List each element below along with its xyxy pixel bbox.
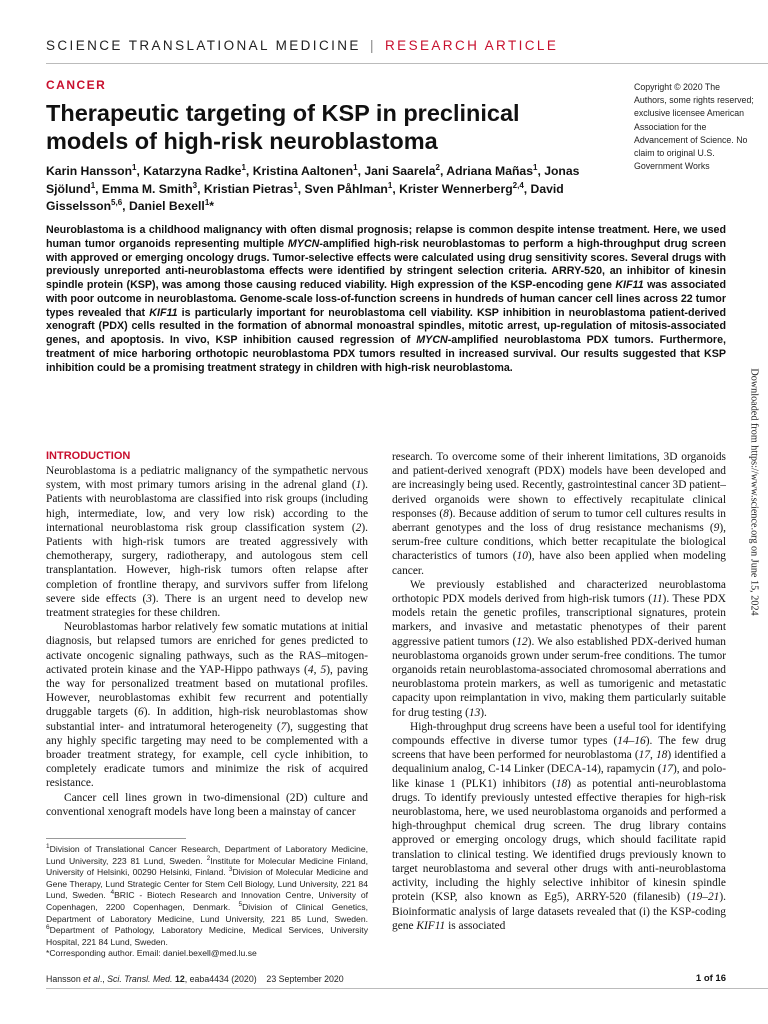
page-number: 1 of 16 <box>695 973 726 984</box>
article-type: RESEARCH ARTICLE <box>385 38 559 53</box>
paper-title: Therapeutic targeting of KSP in preclinical models of high-risk neuroblastoma <box>46 100 520 154</box>
footnote-divider <box>46 838 186 839</box>
body-column-right <box>392 450 726 933</box>
header-separator: | <box>369 38 376 53</box>
journal-name: SCIENCE TRANSLATIONAL MEDICINE <box>46 38 361 53</box>
author-affiliations: $^1$Division of Translational Cancer Research, Department of Laboratory Medicine, Lund University, 223 81 Lund, Sweden. $^2$Institute for Molecular Medicine Finland, University of Helsinki, 00290 Helsinki, Finland. $^3$Division of Molecular Medicine and Gene Therapy, Lund Strategic Center for Stem Cell Biology, Lund University, 221 84 Lund, Sweden. $^4$BRIC - Biotech Research and Innovation Centre, University of Copenhagen, 2200 Copenhagen, Denmark. $^5$Division of Clinical Genetics, Department of Laboratory Medicine, Lund University, 221 85 Lund, Sweden. $^6$Department of Pathology, Laboratory Medicine, Medical Services, University Hospital, 221 84 Lund, Sweden. *Corresponding author. Email: daniel.bexell@med.lu.se <box>46 843 369 959</box>
body-column-left <box>46 464 368 819</box>
body-paragraph: We previously established and characterized neuroblastoma orthotopic PDX models derived from high-risk tumors (11). These PDX models retain the genetic profiles, transcriptional signatures, protein markers, and invasive and metastatic phenotypes of their parent aggressive patient tumors (12). We also established PDX-derived human neuroblastoma organoids grown under serum-free conditions. The tumor organoids retain neuroblastoma-associated chromosomal aberrations and neuroblastoma protein markers, as well as tumorigenic and metastatic capacity upon reimplantation in vivo, making them particularly suitable for drug testing (13). <box>392 578 726 719</box>
section-heading-introduction: INTRODUCTION <box>46 450 131 462</box>
body-paragraph: Neuroblastoma is a pediatric malignancy of the sympathetic nervous system, with most primary tumors arising in the adrenal gland (1). Patients with neuroblastoma are classified into risk groups (including high, intermediate, low, and very low risk) according to the international neuroblastoma risk group classification system (2). Patients with high-risk tumors are treated aggressively with chemotherapy, surgery, radiotherapy, and autologous stem cell transplantation. However, high-risk tumors often relapse after completion of frontline therapy, and survivors suffer from lifelong severe side effects (3). There is an urgent need to develop new treatment strategies for these children. <box>46 465 368 620</box>
download-text: Downloaded from https://www.science.org on June 15, 2024 <box>748 368 760 616</box>
author-list: Karin Hansson$^1$, Katarzyna Radke$^1$, Kristina Aaltonen$^1$, Jani Saarela$^2$, Adriana Mañas$^1$, Jonas Sjölund$^1$, Emma M. Smith$^3$, Kristian Pietras$^1$, Sven Påhlman$^1$, Krister Wennerberg$^{2,4}$, David Gisselsson$^{5,6}$, Daniel Bexell$^1$* <box>46 162 580 213</box>
copyright-notice: Copyright © 2020 The Authors, some rights reserved; exclusive licensee American Association for the Advancement of Science. No claim to original U.S. Government Works <box>634 82 754 172</box>
body-paragraph: Neuroblastomas harbor relatively few somatic mutations at initial diagnosis, but relapsed tumors are enriched for genes predicted to activate oncogenic signaling pathways, such as the RAS–mitogen-activated protein kinase and the YAP-Hippo pathways (4, 5), paving the way for personalized treatment based on mutational profiles. However, neuroblastomas exhibit few recurrent and potentially druggable targets (6). In addition, high-risk neuroblastomas show substantial inter- and intratumoral heterogeneity (7), suggesting that any highly specific targeting may need to be complemented with a broader treatment strategy, for example, cell cycle inhibition, to completely eradicate tumors and minimize the risk of acquired resistance. <box>46 621 368 790</box>
body-paragraph: research. To overcome some of their inherent limitations, 3D organoids and patient-derived xenograft (PDX) models have been developed and are increasingly being used. Recently, gastrointestinal cancer 3D patient–derived organoids were shown to effectively recapitulate clinical responses (8). Because addition of serum to tumor cell cultures results in aberrant genotypes and the loss of drug resistance mechanisms (9), serum-free culture conditions, which better recapitulate the biological characteristics of tumors (10), have also been applied when modeling cancer. <box>392 451 727 577</box>
body-paragraph: High-throughput drug screens have been a useful tool for identifying compounds effective in diverse tumor types (14–16). The few drug screens that have been performed for neuroblastoma (17, 18) identified a dequalinium analog, C-14 Linker (DECA-14), rapamycin (17), and polo-like kinase 1 (PLK1) inhibitors (18) as potential anti-neuroblastoma drugs. To identify previously untested effective therapies for high-risk neuroblastoma, here, we used neuroblastoma organoids and performed a high-throughput chemical drug screen. The drug library contains approved or emerging oncology drugs, which should facilitate rapid translation to clinical testing. We identified drugs previously known to target neuroblastoma and several other drugs with anti-neuroblastoma activity, including the highly selective inhibitor of kinesin spindle protein (KSP, also known as Eg5), ARRY-520 (filanesib) (19–21). Bioinformatic analysis of large datasets revealed that (i) the KSP-coding gene KIF11 is associated <box>392 720 727 932</box>
journal-header <box>46 38 726 53</box>
body-paragraph: Cancer cell lines grown in two-dimensional (2D) culture and conventional xenograft models have long been a mainstay of cancer <box>46 791 368 818</box>
footer-divider <box>46 988 768 989</box>
section-label: CANCER <box>46 78 107 92</box>
header-divider <box>46 63 768 64</box>
footer-citation: Hansson et al., Sci. Transl. Med. 12, eaba4434 (2020) 23 September 2020 <box>46 974 344 984</box>
abstract: Neuroblastoma is a childhood malignancy with often dismal prognosis; relapse is common despite intense treatment. Here, we used human tumor organoids representing multiple MYCN-amplified high-risk neuroblastomas to perform a high-throughput drug screen with approved or emerging oncology drugs. Tumor-selective effects were calculated using drug sensitivity scores. Several drugs with previously unreported anti-neuroblastoma effects were identified by stringent selection criteria. ARRY-520, an inhibitor of kinesin spindle protein (KSP), was among those causing reduced viability. High expression of the KSP-encoding gene KIF11 was associated with poor outcome in neuroblastoma. Genome-scale loss-of-function screens in hundreds of human cancer cell lines across 22 tumor types revealed that KIF11 is particularly important for neuroblastoma cell viability. KSP inhibition in neuroblastoma patient-derived xenograft (PDX) cells resulted in the formation of abnormal monoastral spindles, mitotic arrest, up-regulation of mitosis-associated genes, and apoptosis. In vivo, KSP inhibition caused regression of MYCN-amplified neuroblastoma PDX tumors. Furthermore, treatment of mice harboring orthotopic neuroblastoma PDX tumors resulted in increased survival. Our results suggested that KSP inhibition could be a promising treatment strategy in children with high-risk neuroblastoma. <box>46 224 727 374</box>
